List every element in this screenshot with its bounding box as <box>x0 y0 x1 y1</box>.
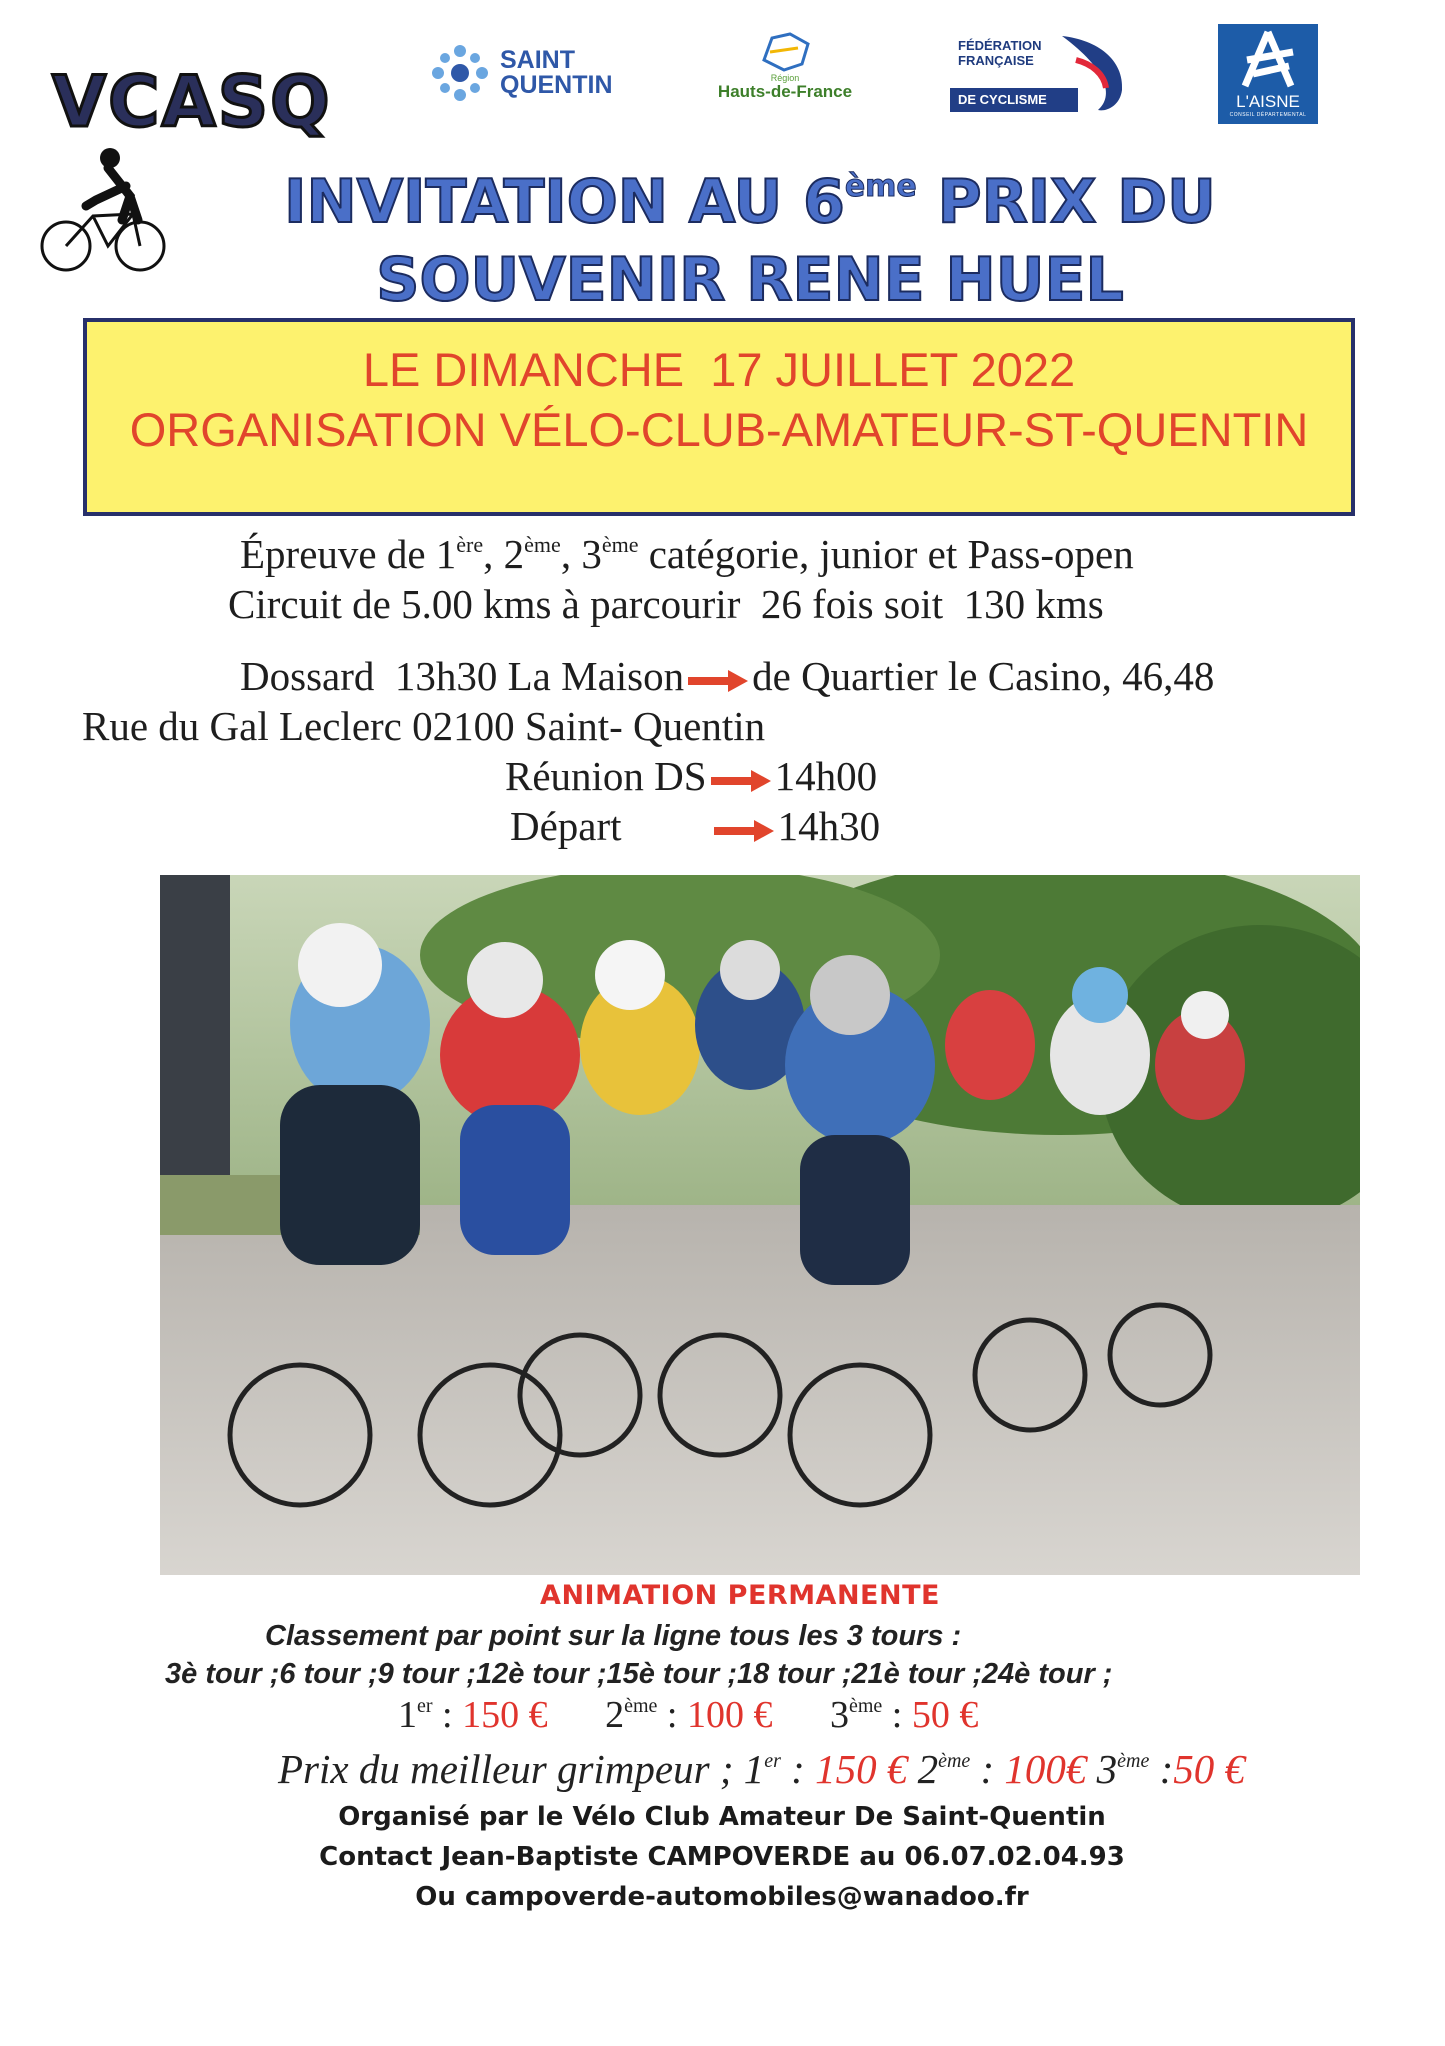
dossard-line <box>240 652 1214 700</box>
animation-title: ANIMATION PERMANENTE <box>540 1580 940 1611</box>
prize-amount: 150 € <box>462 1694 548 1736</box>
climber-sup: er <box>764 1750 781 1772</box>
reunion-time: 14h00 <box>774 753 878 799</box>
prize-rank: 3 <box>829 1694 849 1736</box>
aisne-name: L'AISNE <box>1236 92 1300 111</box>
prize-sup: er <box>417 1695 433 1717</box>
date-box <box>83 318 1355 516</box>
depart-time: 14h30 <box>777 803 881 849</box>
ffc-swoosh-icon <box>1058 30 1128 116</box>
saint-quentin-emblem-icon <box>428 41 492 105</box>
page-title <box>240 148 1260 319</box>
region-small-label: Région <box>770 73 800 83</box>
circuit-line: Circuit de 5.00 kms à parcourir 26 fois soit 130 kms <box>228 581 1104 627</box>
categories-sup2: ème <box>524 532 561 557</box>
depart-label: Départ <box>510 803 622 849</box>
climber-rank: 2 <box>917 1746 939 1792</box>
climber-prize-row <box>278 1745 1245 1793</box>
climber-label: Prix du meilleur grimpeur ; <box>278 1746 734 1792</box>
cyclists-race-photo <box>160 875 1360 1575</box>
aisne-mark-icon <box>1233 30 1303 88</box>
prize-row <box>398 1693 978 1737</box>
climber-amount: 100€ <box>1004 1746 1087 1792</box>
address-line: Rue du Gal Leclerc 02100 Saint- Quentin <box>82 703 766 749</box>
prize-amount: 100 € <box>686 1694 773 1736</box>
climber-sup: ème <box>938 1750 971 1772</box>
prize-item: 3ème : 50 € <box>829 1694 979 1736</box>
prize-rank: 1 <box>398 1694 417 1736</box>
cyclist-drawing-icon <box>38 136 168 276</box>
climber-rank: 3 <box>1096 1746 1118 1792</box>
title-line1-end: PRIX DU <box>916 167 1216 237</box>
categories-sup3: ème <box>601 532 639 557</box>
organisation-line: ORGANISATION VÉLO-CLUB-AMATEUR-ST-QUENTIN <box>129 403 1309 456</box>
title-line1 <box>240 148 1260 241</box>
climber-rank: 1 <box>743 1746 765 1792</box>
prize-rank: 2 <box>605 1694 625 1736</box>
aisne-subtitle: CONSEIL DÉPARTEMENTAL <box>1229 112 1307 118</box>
date-line: LE DIMANCHE 17 JUILLET 2022 <box>362 343 1076 396</box>
climber-amount: 50 € <box>1173 1746 1246 1792</box>
title-line1-start: INVITATION AU 6 <box>284 167 845 237</box>
region-map-icon <box>750 30 820 74</box>
depart-line <box>510 802 880 850</box>
animation-line2: 3è tour ;6 tour ;9 tour ;12è tour ;15è tour ;18 tour ;21è tour ;24è tour ; <box>165 1658 1113 1690</box>
dossard-place: de Quartier le Casino, 46,48 <box>752 653 1215 699</box>
climber-sep: : <box>1149 1746 1174 1792</box>
climber-sep: : <box>780 1746 816 1792</box>
categories-text-d: catégorie, junior et Pass-open <box>638 531 1134 577</box>
categories-text-a: Épreuve de 1 <box>240 531 457 577</box>
ffc-logo <box>950 30 1130 116</box>
vcasq-logo <box>52 62 372 142</box>
arrow-right-icon <box>711 770 771 792</box>
categories-line <box>240 530 1134 578</box>
prize-item: 1er : 150 € <box>398 1694 548 1736</box>
categories-text-b: , 2 <box>483 531 525 577</box>
climber-sup: ème <box>1117 1750 1150 1772</box>
saint-quentin-line1: SAINT <box>500 46 575 74</box>
reunion-label: Réunion DS <box>505 753 707 799</box>
prize-sup: ème <box>624 1695 658 1717</box>
aisne-logo <box>1218 24 1318 124</box>
email-line: Ou campoverde-automobiles@wanadoo.fr <box>415 1882 1029 1912</box>
categories-text-c: , 3 <box>560 531 602 577</box>
climber-amount: 150 € <box>815 1746 908 1792</box>
ffc-badge: DE CYCLISME <box>950 88 1078 112</box>
contact-line: Contact Jean-Baptiste CAMPOVERDE au 06.07.02.04.93 <box>319 1842 1125 1872</box>
prize-sup: ème <box>848 1695 883 1717</box>
animation-line1: Classement par point sur la ligne tous les 3 tours : <box>265 1620 962 1652</box>
ffc-line1: FÉDÉRATION <box>958 38 1042 53</box>
climber-sep: : <box>970 1746 1005 1792</box>
region-name: Hauts-de-France <box>717 82 853 101</box>
saint-quentin-line2: QUENTIN <box>500 71 613 99</box>
title-line2: SOUVENIR RENE HUEL <box>376 245 1124 315</box>
arrow-right-icon <box>688 670 748 692</box>
vcasq-logo-text: VCASQ <box>52 61 332 143</box>
ffc-line2: FRANÇAISE <box>958 53 1034 68</box>
arrow-right-icon <box>714 820 774 842</box>
categories-sup1: ère <box>456 532 484 557</box>
title-line1-sup: ème <box>844 169 917 204</box>
region-logo <box>690 30 880 110</box>
dossard-label: Dossard 13h30 La Maison <box>240 653 685 699</box>
prize-amount: 50 € <box>911 1694 979 1736</box>
organiser-line: Organisé par le Vélo Club Amateur De Saint-Quentin <box>338 1802 1106 1832</box>
saint-quentin-logo <box>428 38 648 108</box>
prize-item: 2ème : 100 € <box>605 1694 773 1736</box>
reunion-line <box>505 752 877 800</box>
